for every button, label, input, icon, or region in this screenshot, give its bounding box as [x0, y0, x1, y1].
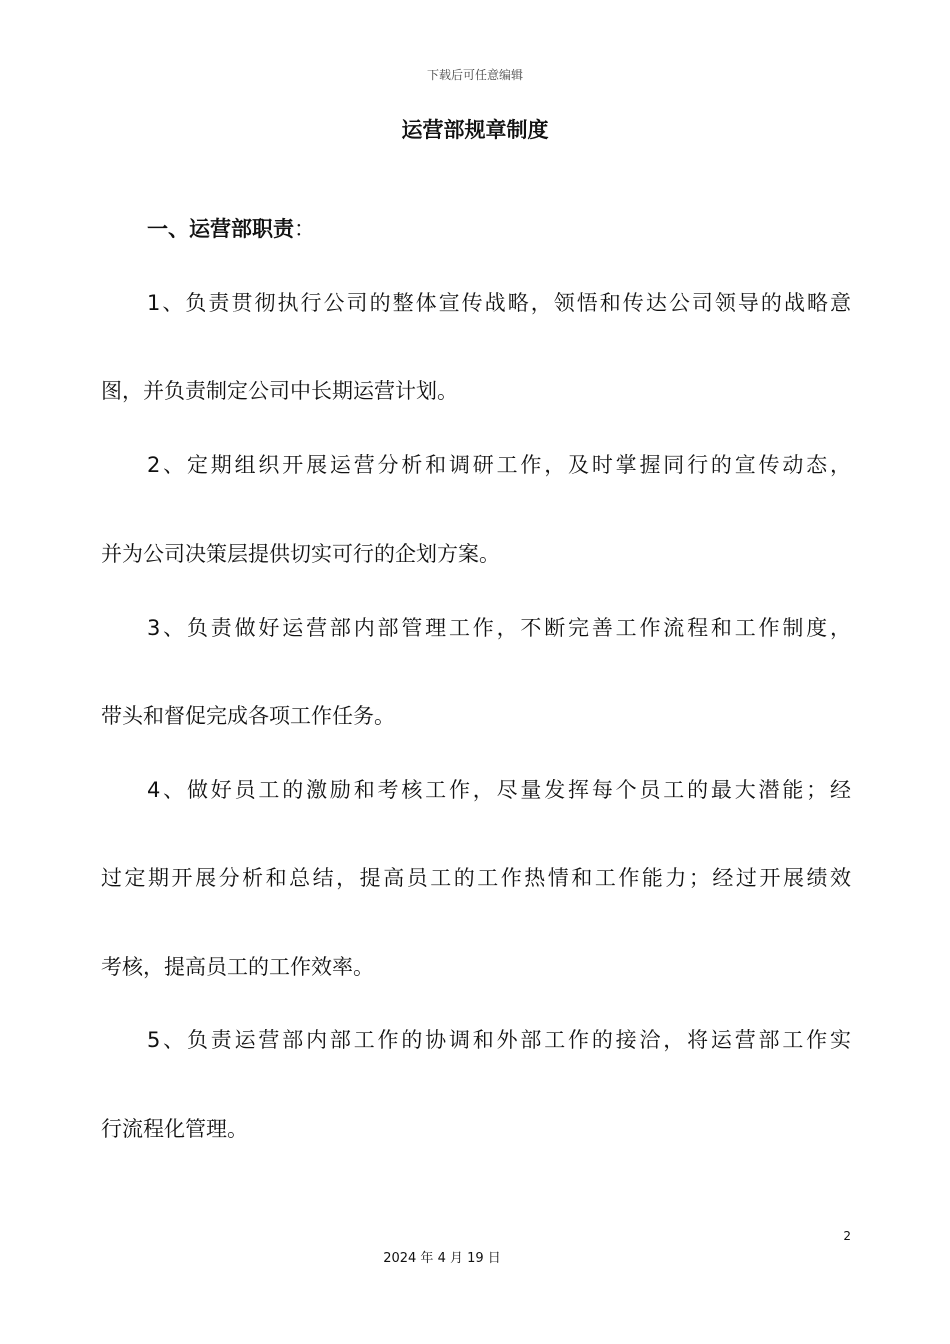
section-heading — [147, 213, 315, 243]
paragraph-line: 图，并负责制定公司中长期运营计划。 — [101, 379, 458, 403]
paragraph-line: 5、负责运营部内部工作的协调和外部工作的接洽，将运营部工作实 — [147, 1028, 851, 1052]
document-title: 运营部规章制度 — [401, 118, 549, 142]
section-heading-text: 一、运营部职责 — [147, 217, 294, 241]
paragraph-line: 1、负责贯彻执行公司的整体宣传战略，领悟和传达公司领导的战略意 — [147, 291, 851, 315]
header-note: 下载后可任意编辑 — [426, 68, 523, 82]
paragraph-line: 带头和督促完成各项工作任务。 — [101, 704, 395, 728]
paragraph-line: 4、做好员工的激励和考核工作，尽量发挥每个员工的最大潜能；经 — [147, 778, 851, 802]
page-number: 2 — [843, 1229, 851, 1243]
paragraph-line: 过定期开展分析和总结，提高员工的工作热情和工作能力；经过开展绩效 — [101, 866, 851, 890]
paragraph-line: 2、定期组织开展运营分析和调研工作，及时掌握同行的宣传动态， — [147, 453, 851, 477]
footer-date: 2024 年 4 月 19 日 — [383, 1251, 501, 1266]
paragraph-line: 并为公司决策层提供切实可行的企划方案。 — [101, 542, 500, 566]
paragraph-line: 行流程化管理。 — [101, 1117, 248, 1141]
paragraph-line: 3、负责做好运营部内部管理工作，不断完善工作流程和工作制度， — [147, 616, 851, 640]
paragraph-line: 考核，提高员工的工作效率。 — [101, 955, 374, 979]
section-heading-colon: ： — [294, 217, 315, 241]
